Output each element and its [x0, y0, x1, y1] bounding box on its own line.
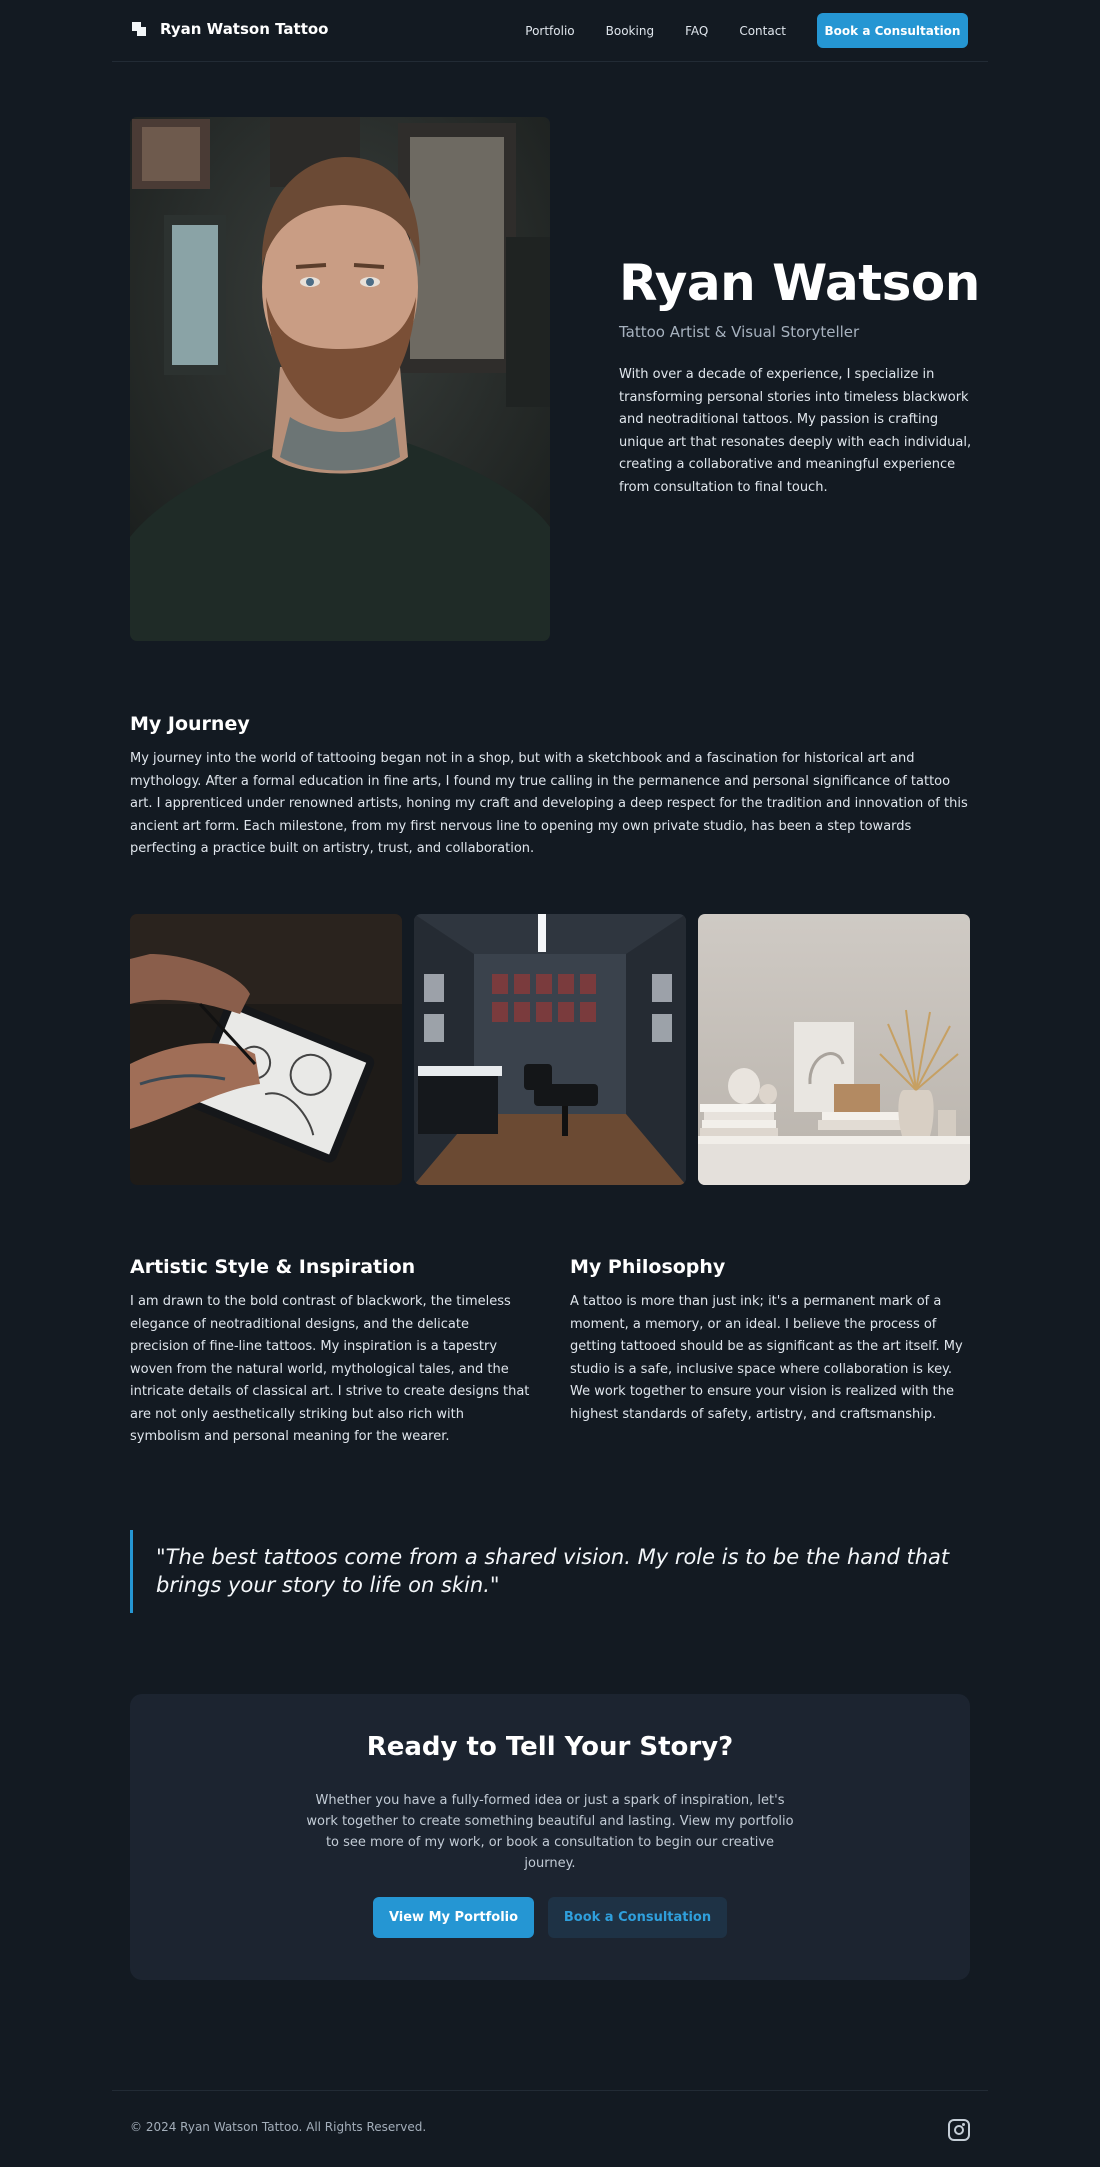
hero-subtitle: Tattoo Artist & Visual Storyteller	[619, 323, 860, 341]
quote-text: "The best tattoos come from a shared vision. My role is to be the hand that brings your story to life on skin."	[156, 1545, 950, 1597]
artist-portrait	[130, 117, 550, 641]
footer-divider	[112, 2090, 988, 2091]
nav-link-contact[interactable]: Contact	[739, 23, 786, 38]
cta-card	[130, 1694, 970, 1980]
hero-bio: With over a decade of experience, I specialize in transforming personal stories into timeless blackwork and neotraditional tattoos. My passion is crafting unique art that resonates deeply with each individual, creating a collaborative and meaningful experience from consultation to final touch.	[619, 367, 972, 495]
artist-quote	[130, 1530, 976, 1613]
brand-logo-link[interactable]	[132, 20, 329, 38]
philosophy-heading: My Philosophy	[570, 1256, 726, 1278]
cta-book-consultation-button[interactable]: Book a Consultation	[548, 1897, 727, 1938]
hero-name: Ryan Watson	[619, 254, 980, 312]
gallery-image-studio	[414, 914, 686, 1185]
site-header	[112, 0, 988, 62]
book-consultation-button[interactable]: Book a Consultation	[817, 13, 968, 48]
cta-text: Whether you have a fully-formed idea or just a spark of inspiration, let's work together to create something beautiful and lasting. View my portfolio to see more of my work, or book a consultation to begin our creative journey.	[306, 1793, 794, 1871]
logo-icon	[132, 22, 146, 36]
style-heading: Artistic Style & Inspiration	[130, 1256, 416, 1278]
philosophy-text: A tattoo is more than just ink; it's a permanent mark of a moment, a memory, or an ideal. I believe the process of getting tattooed should be as significant as the art itself. My studio is a safe, inclusive space where collaboration is key. We work together to ensure your vision is realized with the highest standards of safety, artistry, and craftsmanship.	[570, 1294, 963, 1422]
instagram-icon[interactable]	[948, 2119, 970, 2141]
nav-link-booking[interactable]: Booking	[605, 23, 655, 38]
copyright-text: © 2024 Ryan Watson Tattoo. All Rights Reserved.	[130, 2120, 427, 2134]
nav-link-faq[interactable]: FAQ	[685, 23, 709, 38]
gallery-image-sketching	[130, 914, 402, 1185]
main-nav	[525, 13, 968, 48]
journey-text: My journey into the world of tattooing began not in a shop, but with a sketchbook and a fascination for historical art and mythology. After a formal education in fine arts, I found my true calling in the permanence and personal significance of tattoo art. I apprenticed under renowned artists, honing my craft and developing a deep respect for the tradition and innovation of this ancient art form. Each milestone, from my first nervous line to opening my own private studio, has been a step towards perfecting a practice built on artistry, trust, and collaboration.	[130, 751, 968, 856]
gallery-image-decor	[698, 914, 970, 1185]
journey-heading: My Journey	[130, 713, 250, 735]
cta-heading: Ready to Tell Your Story?	[366, 1732, 734, 1762]
nav-link-portfolio[interactable]: Portfolio	[525, 23, 575, 38]
style-text: I am drawn to the bold contrast of blackwork, the timeless elegance of neotraditional designs, and the delicate precision of fine-line tattoos. My inspiration is a tapestry woven from the natural world, mythological tales, and the intricate details of classical art. I strive to create designs that are not only aesthetically striking but also rich with symbolism and personal meaning for the wearer.	[130, 1294, 530, 1444]
brand-name: Ryan Watson Tattoo	[160, 20, 329, 38]
view-portfolio-button[interactable]: View My Portfolio	[373, 1897, 534, 1938]
